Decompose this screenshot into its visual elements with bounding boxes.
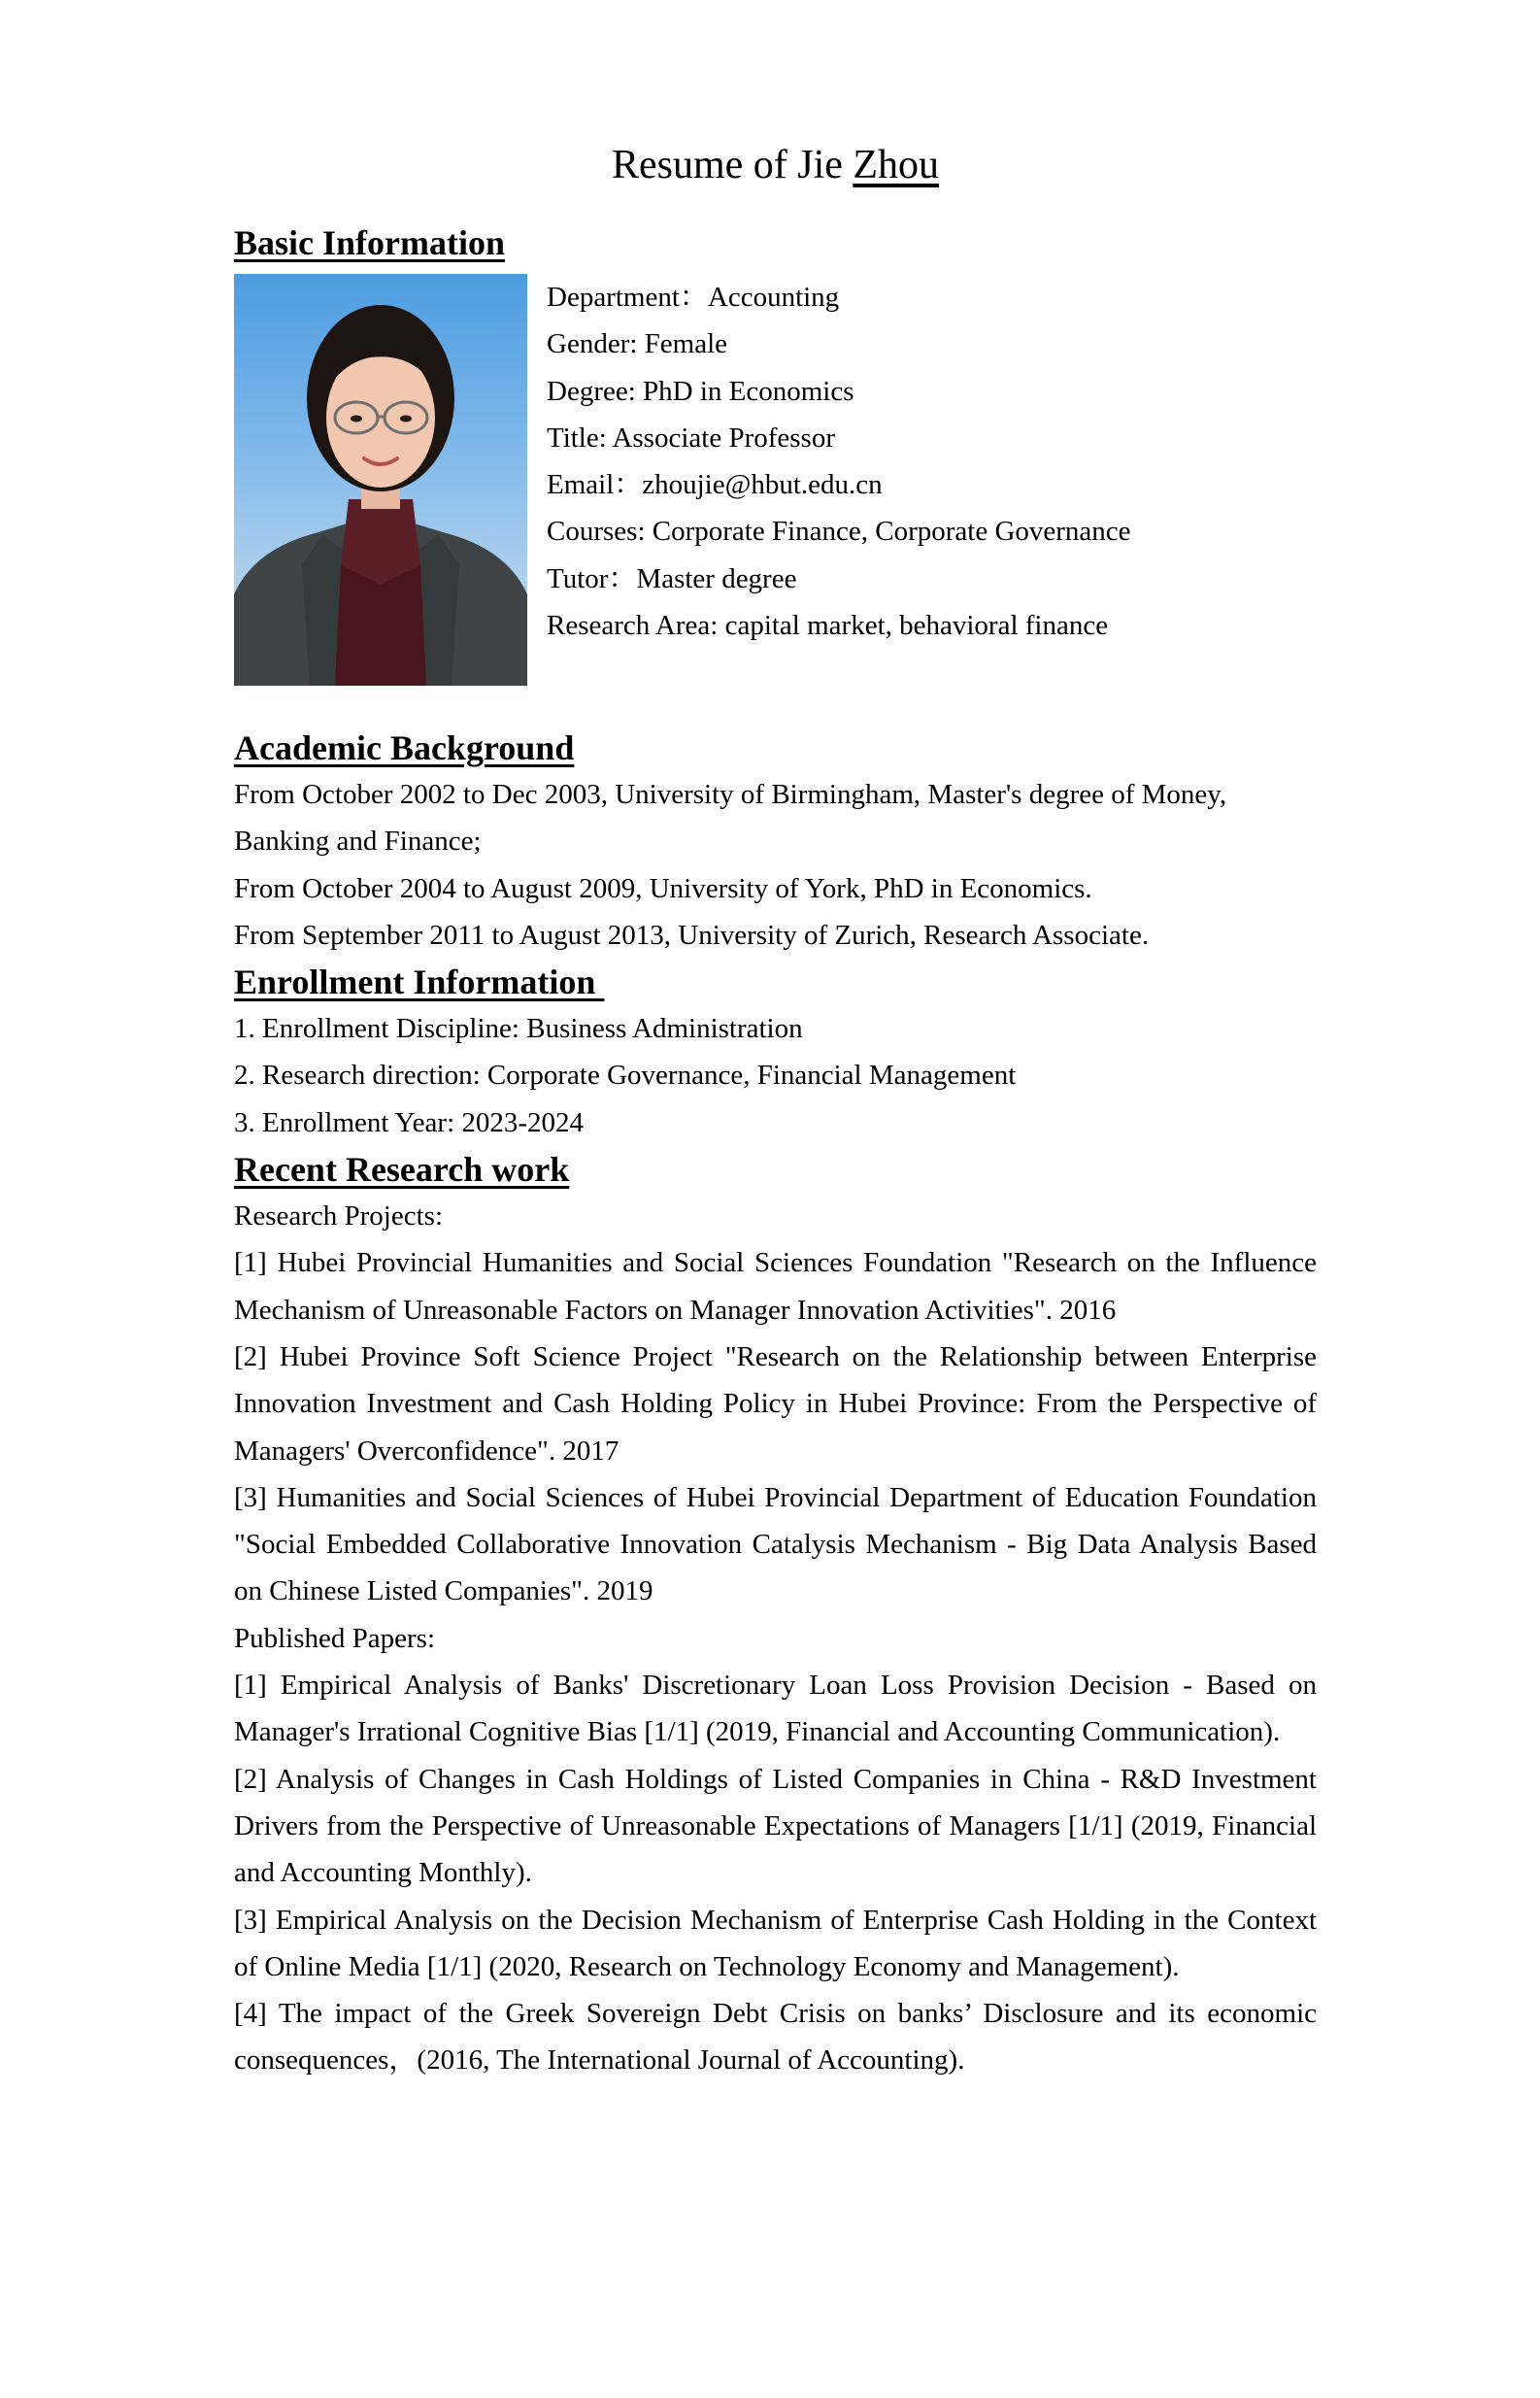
basic-info-heading: Basic Information [234,223,505,262]
enrollment-info-heading: Enrollment Information [234,963,605,1002]
research-project-item: [3] Humanities and Social Sciences of Hubei Provincial Department of Education Foundation "Social Embedded Collaborative Innovation Catalysis Mechanism - Big Data Analysis Based on Chinese Listed Companies". 2019 [234,1481,1317,1607]
degree-field: Degree: PhD in Economics [547,375,854,407]
enrollment-item: 3. Enrollment Year: 2023-2024 [234,1106,585,1138]
basic-info-fields [547,274,1131,686]
basic-info-block [234,274,1317,686]
title-field: Title: Associate Professor [547,422,835,454]
portrait-illustration [234,274,527,686]
research-project-item: [2] Hubei Province Soft Science Project "Research on the Relationship between Enterprise Innovation Investment and Cash Holding Policy in Hubei Province: From the Perspective of Managers' Overconfidence". 2017 [234,1340,1317,1467]
title-surname: Zhou [853,143,940,187]
recent-research-heading: Recent Research work [234,1150,570,1190]
enrollment-item: 1. Enrollment Discipline: Business Administration [234,1013,803,1045]
enrollment-item: 2. Research direction: Corporate Governance, Financial Management [234,1060,1017,1092]
gender-field: Gender: Female [547,328,728,360]
academic-item: From October 2004 to August 2009, University of York, PhD in Economics. [234,872,1092,904]
resume-page [234,126,1317,2084]
email-field: Email：zhoujie@hbut.edu.cn [547,469,883,501]
research-project-item: [1] Hubei Provincial Humanities and Social Sciences Foundation "Research on the Influence Mechanism of Unreasonable Factors on Manager Innovation Activities". 2016 [234,1247,1317,1326]
research-projects-label: Research Projects: [234,1200,444,1233]
academic-item: From October 2002 to Dec 2003, University of Birmingham, Master's degree of Money, Banking and Finance; [234,779,1227,858]
paper-item: [1] Empirical Analysis of Banks' Discretionary Loan Loss Provision Decision - Based on Manager's Irrational Cognitive Bias [1/1] (2019, Financial and Accounting Communication). [234,1670,1317,1748]
department-field: Department：Accounting [547,282,840,313]
courses-field: Courses: Corporate Finance, Corporate Governance [547,516,1131,548]
academic-background-heading: Academic Background [234,728,575,767]
title-prefix: Resume of Jie [611,143,854,187]
portrait-photo [234,274,527,686]
tutor-field: Tutor：Master degree [547,562,797,594]
paper-item: [3] Empirical Analysis on the Decision Mechanism of Enterprise Cash Holding in the Context of Online Media [1/1] (2020, Research on Technology Economy and Management). [234,1904,1317,1982]
page-title [234,126,1317,204]
paper-item: [2] Analysis of Changes in Cash Holdings of Listed Companies in China - R&D Investment Drivers from the Perspective of Unreasonable Expectations of Managers [1/1] (2019, Financial and Accounting Monthly). [234,1763,1317,1889]
academic-item: From September 2011 to August 2013, University of Zurich, Research Associate. [234,919,1150,951]
research-area-field: Research Area: capital market, behavioral finance [547,610,1109,642]
paper-item: [4] The impact of the Greek Sovereign Debt Crisis on banks’ Disclosure and its economic consequences，(2016, The International Journal of Accounting). [234,1998,1317,2077]
published-papers-label: Published Papers: [234,1622,436,1654]
